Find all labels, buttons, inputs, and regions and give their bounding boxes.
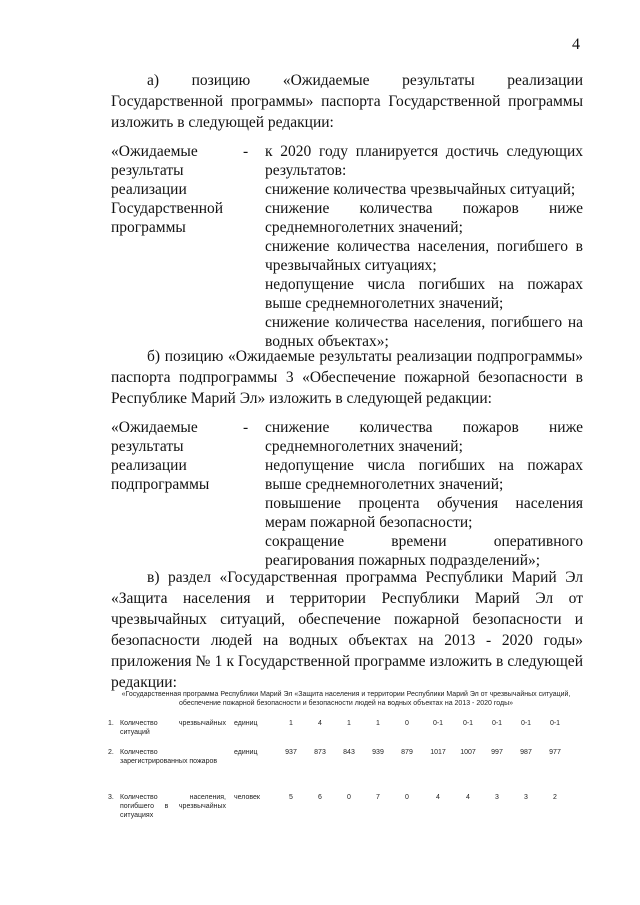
paragraph-a-text: а) позицию «Ожидаемые результаты реализации Государственной программы» паспорта Государственной программы изложить в следующей редакции: bbox=[111, 72, 583, 131]
indicator-value: 937 bbox=[285, 749, 297, 756]
indicator-value: 0-1 bbox=[462, 720, 474, 727]
unit-of-measure: единиц bbox=[234, 720, 258, 727]
indicator-value: 0-1 bbox=[520, 720, 532, 727]
unit-of-measure: человек bbox=[234, 794, 260, 801]
indicator-value: 1 bbox=[376, 720, 380, 727]
indicator-value: 1017 bbox=[430, 749, 446, 756]
indicator-value: 4 bbox=[318, 720, 322, 727]
block-b-label-line: реализации bbox=[111, 457, 187, 474]
unit-of-measure: единиц bbox=[234, 749, 258, 756]
indicator-value: 879 bbox=[401, 749, 413, 756]
block-b-dash: - bbox=[243, 419, 249, 436]
indicator-value: 0 bbox=[347, 794, 351, 801]
block-b-result-item: снижение количества пожаров ниже среднемноголетних значений; bbox=[265, 419, 583, 455]
block-b-label-line: «Ожидаемые bbox=[111, 419, 198, 436]
indicator-value: 939 bbox=[372, 749, 384, 756]
row-number: 1. bbox=[108, 720, 114, 727]
indicator-value: 0 bbox=[405, 794, 409, 801]
indicator-value: 2 bbox=[553, 794, 557, 801]
paragraph-c bbox=[111, 567, 583, 693]
indicator-value: 0-1 bbox=[549, 720, 561, 727]
indicator-value: 843 bbox=[343, 749, 355, 756]
indicator-name: Количество населения, погибшего в чрезвычайных ситуациях bbox=[120, 794, 226, 819]
block-a-label-line: Государственной bbox=[111, 200, 224, 217]
indicator-value: 6 bbox=[318, 794, 322, 801]
block-a-dash: - bbox=[243, 143, 249, 160]
paragraph-c-text: в) раздел «Государственная программа Республики Марий Эл «Защита населения и территории Республики Марий Эл от чрезвычайных ситуаций, обеспечение пожарной безопасности и безопасности людей на водных объектах на 2013 - 2020 годы» приложения № 1 к Государственной программе изложить в следующей редакции: bbox=[111, 569, 583, 691]
indicator-value: 3 bbox=[495, 794, 499, 801]
indicator-value: 0-1 bbox=[432, 720, 444, 727]
block-a-label-line: реализации bbox=[111, 181, 187, 198]
block-a-label-line: программы bbox=[111, 219, 186, 236]
block-b-result-item: недопущение числа погибших на пожарах выше среднемноголетних значений; bbox=[265, 457, 583, 493]
indicator-value: 0 bbox=[405, 720, 409, 727]
indicator-value: 5 bbox=[289, 794, 293, 801]
indicator-value: 7 bbox=[376, 794, 380, 801]
block-a-result-item: снижение количества чрезвычайных ситуаций; bbox=[265, 181, 576, 198]
block-b-result-item: сокращение времени оперативного реагирования пожарных подразделений»; bbox=[265, 533, 583, 569]
row-number: 2. bbox=[108, 749, 114, 756]
block-a-result-item: недопущение числа погибших на пожарах выше среднемноголетних значений; bbox=[265, 276, 583, 312]
indicator-value: 977 bbox=[549, 749, 561, 756]
paragraph-b bbox=[111, 346, 583, 409]
indicator-value: 3 bbox=[524, 794, 528, 801]
indicator-value: 4 bbox=[436, 794, 440, 801]
paragraph-a bbox=[111, 70, 583, 133]
block-b-position-label bbox=[111, 418, 229, 494]
row-number: 3. bbox=[108, 794, 114, 801]
block-b-results-list bbox=[265, 418, 583, 570]
block-a-result-item: снижение количества населения, погибшего в чрезвычайных ситуациях; bbox=[265, 238, 583, 274]
block-a-label-line: результаты bbox=[111, 162, 184, 179]
indicator-value: 873 bbox=[314, 749, 326, 756]
block-a-position-label bbox=[111, 142, 229, 237]
block-b-label-line: результаты bbox=[111, 438, 184, 455]
indicator-name: Количество чрезвычайных ситуаций bbox=[120, 720, 226, 736]
indicator-value: 4 bbox=[466, 794, 470, 801]
block-b-result-item: повышение процента обучения населения мерам пожарной безопасности; bbox=[265, 495, 583, 531]
indicator-value: 987 bbox=[520, 749, 532, 756]
indicator-value: 0-1 bbox=[491, 720, 503, 727]
indicator-value: 1 bbox=[347, 720, 351, 727]
indicator-name: Количество зарегистрированных пожаров bbox=[120, 749, 218, 765]
block-a-result-item: снижение количества населения, погибшего на водных объектах»; bbox=[265, 314, 583, 350]
indicator-value: 1 bbox=[289, 720, 293, 727]
paragraph-b-text: б) позицию «Ожидаемые результаты реализации подпрограммы» паспорта подпрограммы 3 «Обеспечение пожарной безопасности в Республике Марий Эл» изложить в следующей редакции: bbox=[111, 348, 583, 407]
block-a-result-item: снижение количества пожаров ниже среднемноголетних значений; bbox=[265, 200, 583, 236]
indicator-value: 1007 bbox=[460, 749, 476, 756]
block-a-label-line: «Ожидаемые bbox=[111, 143, 198, 160]
table-title: «Государственная программа Республики Марий Эл «Защита населения и территории Республики Марий Эл от чрезвычайных ситуаций, обеспечение пожарной безопасности и безопасности людей на водных объектах на 2013 - 2020 годы» bbox=[121, 691, 571, 707]
page-number: 4 bbox=[572, 36, 580, 53]
block-a-results-list bbox=[265, 142, 583, 351]
block-b-label-line: подпрограммы bbox=[111, 476, 210, 493]
indicator-value: 997 bbox=[491, 749, 503, 756]
block-a-result-item: к 2020 году планируется достичь следующих результатов: bbox=[265, 143, 583, 179]
